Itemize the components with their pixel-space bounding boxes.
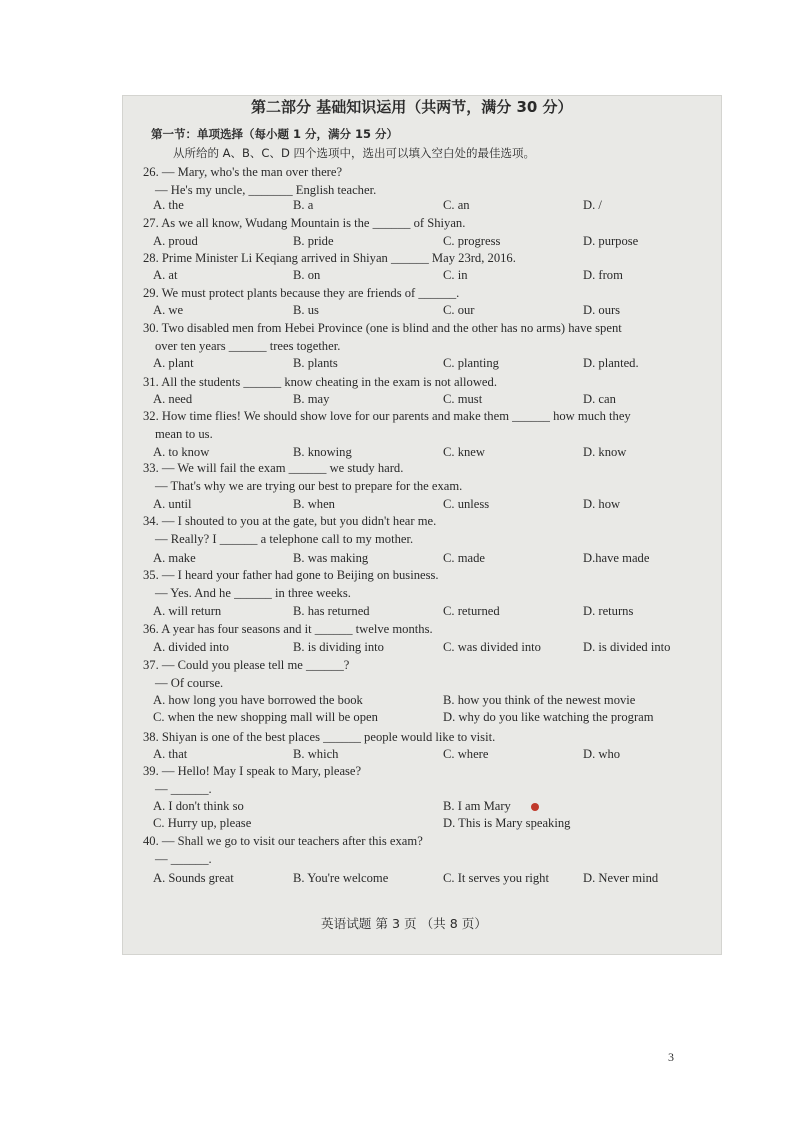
question-34-option-d[interactable]: D.have made [583, 551, 650, 565]
question-37-text: — Of course. [155, 676, 224, 690]
question-35-text: — Yes. And he ______ in three weeks. [155, 586, 351, 600]
question-40-text: — ______. [155, 852, 212, 866]
question-39-option-c[interactable]: C. Hurry up, please [153, 816, 252, 830]
question-36-option-d[interactable]: D. is divided into [583, 640, 671, 654]
question-28-option-a[interactable]: A. at [153, 268, 178, 282]
question-26-option-d[interactable]: D. / [583, 198, 602, 212]
question-27-option-b[interactable]: B. pride [293, 234, 334, 248]
red-ink-mark [531, 803, 539, 811]
question-35-option-b[interactable]: B. has returned [293, 604, 370, 618]
question-39-option-d[interactable]: D. This is Mary speaking [443, 816, 571, 830]
question-38-option-b[interactable]: B. which [293, 747, 339, 761]
question-28-option-c[interactable]: C. in [443, 268, 468, 282]
question-27-text: 27. As we all know, Wudang Mountain is the ______ of Shiyan. [143, 216, 466, 230]
page-footer: 英语试题 第 3 页 （共 8 页） [321, 916, 487, 931]
question-26-option-b[interactable]: B. a [293, 198, 314, 212]
question-39-text: — ______. [155, 782, 212, 796]
question-40-text: 40. — Shall we go to visit our teachers after this exam? [143, 834, 423, 848]
question-34-option-a[interactable]: A. make [153, 551, 196, 565]
question-27-option-a[interactable]: A. proud [153, 234, 198, 248]
question-32-option-c[interactable]: C. knew [443, 445, 485, 459]
question-37-option-c[interactable]: C. when the new shopping mall will be open [153, 710, 378, 724]
question-29-option-a[interactable]: A. we [153, 303, 184, 317]
question-26-option-a[interactable]: A. the [153, 198, 184, 212]
question-35-option-d[interactable]: D. returns [583, 604, 634, 618]
question-33-text: 33. — We will fail the exam ______ we study hard. [143, 461, 404, 475]
question-30-option-c[interactable]: C. planting [443, 356, 499, 370]
question-38-option-c[interactable]: C. where [443, 747, 489, 761]
question-33-option-b[interactable]: B. when [293, 497, 335, 511]
section-subtitle: 第一节：单项选择（每小题 1 分，满分 15 分） [151, 127, 399, 141]
question-29-option-b[interactable]: B. us [293, 303, 319, 317]
question-28-option-b[interactable]: B. on [293, 268, 321, 282]
question-37-option-d[interactable]: D. why do you like watching the program [443, 710, 654, 724]
question-31-text: 31. All the students ______ know cheating in the exam is not allowed. [143, 375, 497, 389]
question-34-option-c[interactable]: C. made [443, 551, 485, 565]
question-27-option-d[interactable]: D. purpose [583, 234, 639, 248]
question-39-option-b[interactable]: B. I am Mary [443, 799, 511, 813]
question-38-option-a[interactable]: A. that [153, 747, 188, 761]
question-40-option-c[interactable]: C. It serves you right [443, 871, 549, 885]
question-31-option-d[interactable]: D. can [583, 392, 616, 406]
question-32-option-a[interactable]: A. to know [153, 445, 210, 459]
page-number: 3 [668, 1050, 674, 1064]
question-32-option-b[interactable]: B. knowing [293, 445, 352, 459]
question-34-option-b[interactable]: B. was making [293, 551, 369, 565]
section-instruction: 从所给的 A、B、C、D 四个选项中，选出可以填入空白处的最佳选项。 [173, 146, 535, 160]
question-37-option-b[interactable]: B. how you think of the newest movie [443, 693, 636, 707]
question-31-option-b[interactable]: B. may [293, 392, 330, 406]
question-40-option-a[interactable]: A. Sounds great [153, 871, 234, 885]
question-32-text: mean to us. [155, 427, 213, 441]
question-26-text: — He's my uncle, _______ English teacher. [155, 183, 377, 197]
question-31-option-c[interactable]: C. must [443, 392, 483, 406]
question-30-text: over ten years ______ trees together. [155, 339, 341, 353]
question-26-option-c[interactable]: C. an [443, 198, 470, 212]
question-27-option-c[interactable]: C. progress [443, 234, 501, 248]
question-39-text: 39. — Hello! May I speak to Mary, please? [143, 764, 362, 778]
question-30-option-b[interactable]: B. plants [293, 356, 338, 370]
question-36-option-a[interactable]: A. divided into [153, 640, 229, 654]
exam-page-photo [122, 95, 722, 955]
question-32-option-d[interactable]: D. know [583, 445, 627, 459]
question-26-text: 26. — Mary, who's the man over there? [143, 165, 343, 179]
question-40-option-b[interactable]: B. You're welcome [293, 871, 389, 885]
question-40-option-d[interactable]: D. Never mind [583, 871, 659, 885]
question-35-option-c[interactable]: C. returned [443, 604, 500, 618]
question-33-option-c[interactable]: C. unless [443, 497, 490, 511]
question-28-text: 28. Prime Minister Li Keqiang arrived in Shiyan ______ May 23rd, 2016. [143, 251, 516, 265]
question-36-option-c[interactable]: C. was divided into [443, 640, 541, 654]
question-35-text: 35. — I heard your father had gone to Beijing on business. [143, 568, 439, 582]
question-29-option-c[interactable]: C. our [443, 303, 475, 317]
question-36-text: 36. A year has four seasons and it ______ twelve months. [143, 622, 433, 636]
question-33-option-d[interactable]: D. how [583, 497, 621, 511]
question-33-option-a[interactable]: A. until [153, 497, 192, 511]
section-title: 第二部分 基础知识运用（共两节，满分 30 分） [251, 98, 573, 116]
question-34-text: — Really? I ______ a telephone call to my mother. [155, 532, 414, 546]
question-38-text: 38. Shiyan is one of the best places ______ people would like to visit. [143, 730, 496, 744]
question-30-option-d[interactable]: D. planted. [583, 356, 639, 370]
question-34-text: 34. — I shouted to you at the gate, but you didn't hear me. [143, 514, 437, 528]
question-35-option-a[interactable]: A. will return [153, 604, 222, 618]
question-32-text: 32. How time flies! We should show love for our parents and make them ______ how much they [143, 409, 631, 423]
question-28-option-d[interactable]: D. from [583, 268, 623, 282]
question-37-option-a[interactable]: A. how long you have borrowed the book [153, 693, 363, 707]
question-29-option-d[interactable]: D. ours [583, 303, 621, 317]
question-38-option-d[interactable]: D. who [583, 747, 621, 761]
question-39-option-a[interactable]: A. I don't think so [153, 799, 244, 813]
question-29-text: 29. We must protect plants because they are friends of ______. [143, 286, 460, 300]
question-33-text: — That's why we are trying our best to prepare for the exam. [155, 479, 463, 493]
question-31-option-a[interactable]: A. need [153, 392, 193, 406]
question-30-option-a[interactable]: A. plant [153, 356, 194, 370]
question-37-text: 37. — Could you please tell me ______? [143, 658, 350, 672]
question-36-option-b[interactable]: B. is dividing into [293, 640, 384, 654]
question-30-text: 30. Two disabled men from Hebei Province (one is blind and the other has no arms) have spent [143, 321, 622, 335]
